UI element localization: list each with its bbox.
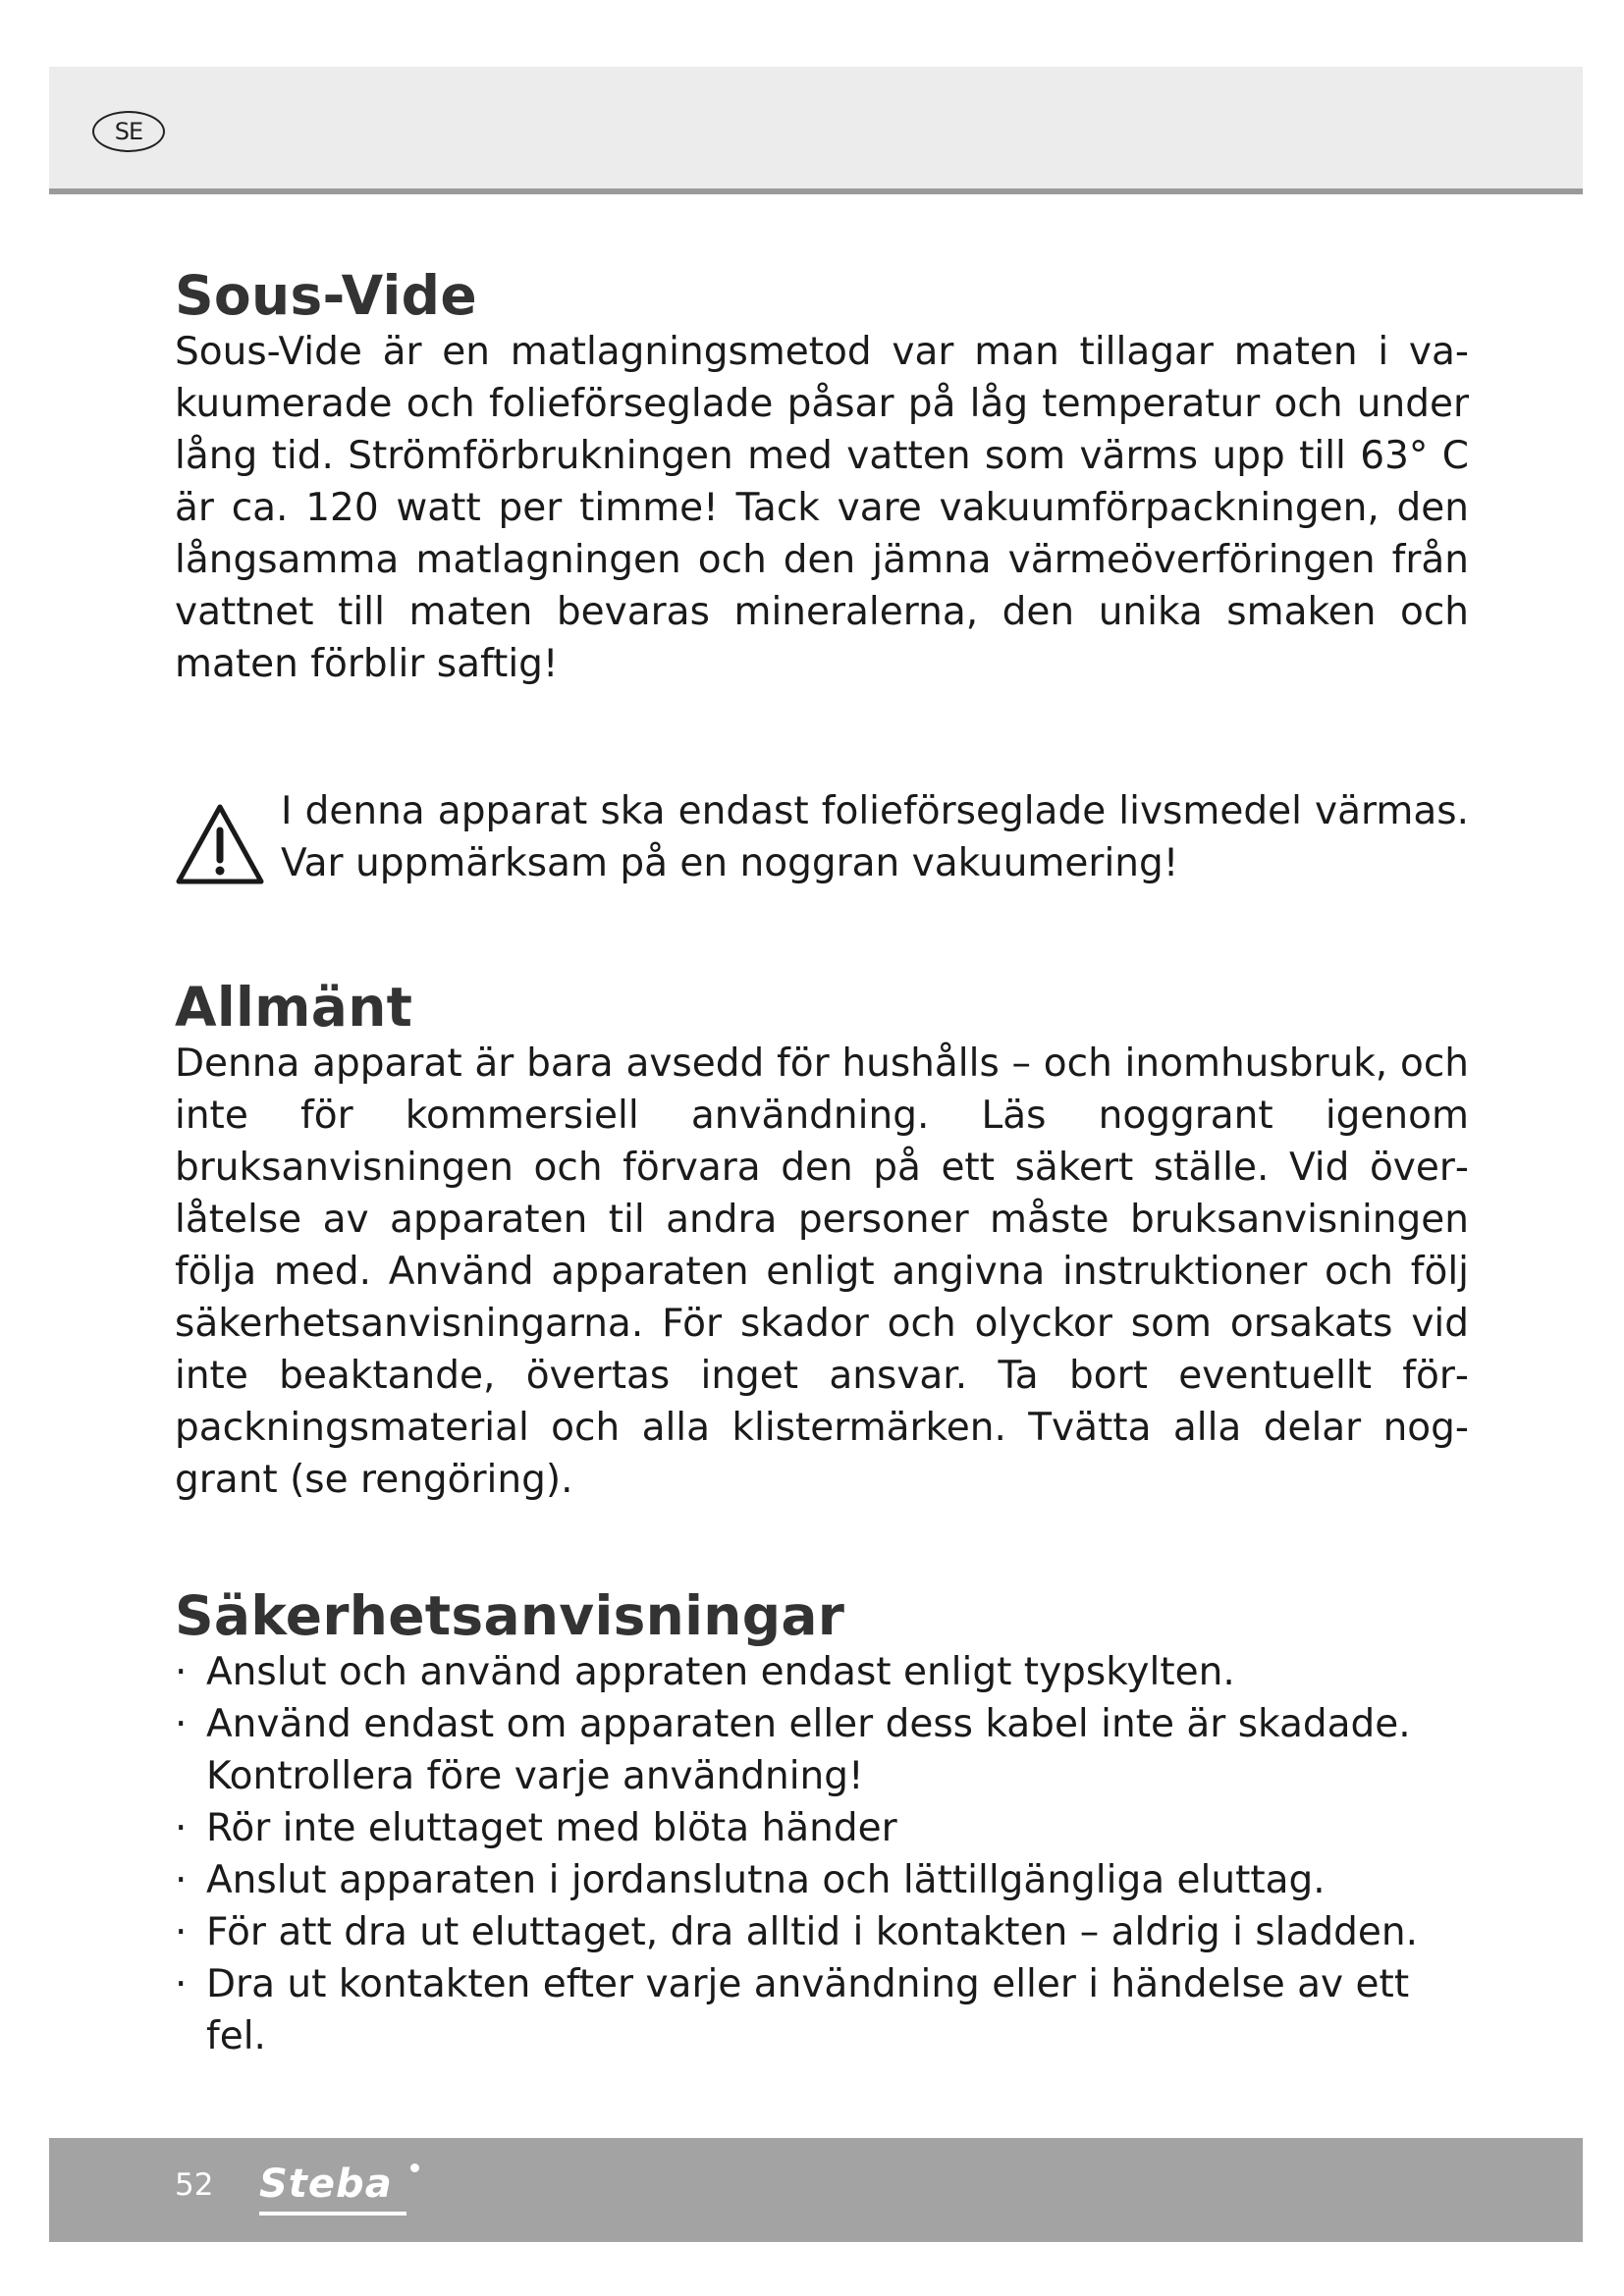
list-item: · För att dra ut eluttaget, dra alltid i kontakten – aldrig i sladden. <box>175 1906 1469 1958</box>
logo-dot <box>410 2163 419 2172</box>
warning-note <box>175 785 1469 977</box>
list-item: · Anslut och använd appraten endast enligt typskylten. <box>175 1646 1469 1698</box>
page-number: 52 <box>175 2167 214 2203</box>
section-title: Allmänt <box>175 976 413 1039</box>
section-safety <box>175 1585 1469 2062</box>
list-item: · Rör inte eluttaget med blöta händer <box>175 1802 1469 1854</box>
list-item: · Dra ut kontakten efter varje användning eller i händelse av ett fel. <box>175 1958 1469 2062</box>
section-general <box>175 977 1469 1585</box>
list-item: · Använd endast om apparaten eller dess kabel inte är skadade. Kontrollera före varje användning! <box>175 1698 1469 1802</box>
section-body: Denna apparat är bara avsedd för hushålls – och inomhusbruk, och inte för kommersiell användning. Läs noggrant igenom bruksanvisningen och förvara den på ett säkert ställe. Vid överlåtelse av apparaten til andra personer måste bruksanvisningen följa med. Använd apparaten enligt angivna instruktioner och följ säkerhetsanvisningarna. För skador och olyckor som orsakats vid inte beaktande, övertas inget ansvar. Ta bort eventuellt förpackningsmaterial och alla klistermärken. Tvätta alla delar noggrant (se rengöring). <box>175 1041 1469 1502</box>
footer-bar <box>49 2138 1583 2242</box>
brand-logo: Steba <box>259 2162 393 2207</box>
safety-list <box>175 1646 1469 2062</box>
warning-icon <box>175 803 265 885</box>
language-badge: SE <box>92 111 165 152</box>
section-title: Säkerhetsanvisningar <box>175 1584 845 1647</box>
logo-underline <box>259 2212 406 2216</box>
section-sous-vide <box>175 265 1469 766</box>
list-item: · Anslut apparaten i jordanslutna och lättillgängliga eluttag. <box>175 1854 1469 1906</box>
header-bar <box>49 67 1583 194</box>
section-body: Sous-Vide är en matlagningsmetod var man tillagar maten i vakuumerade och folieförseglade påsar på låg temperatur och under lång tid. Strömförbrukningen med vatten som värms upp till 63° C är ca. 120 watt per timme! Tack vare vakuumförpackningen, den långsamma matlagningen och den jämna värmeöverföringen från vattnet till maten bevaras mineralerna, den unika smaken och maten förblir saftig! <box>175 330 1469 686</box>
warning-text: I denna apparat ska endast folieförseglade livsmedel värmas. Var uppmärksam på en noggran vakuumering! <box>281 789 1469 885</box>
page-content <box>175 265 1469 2062</box>
section-title: Sous-Vide <box>175 264 477 327</box>
